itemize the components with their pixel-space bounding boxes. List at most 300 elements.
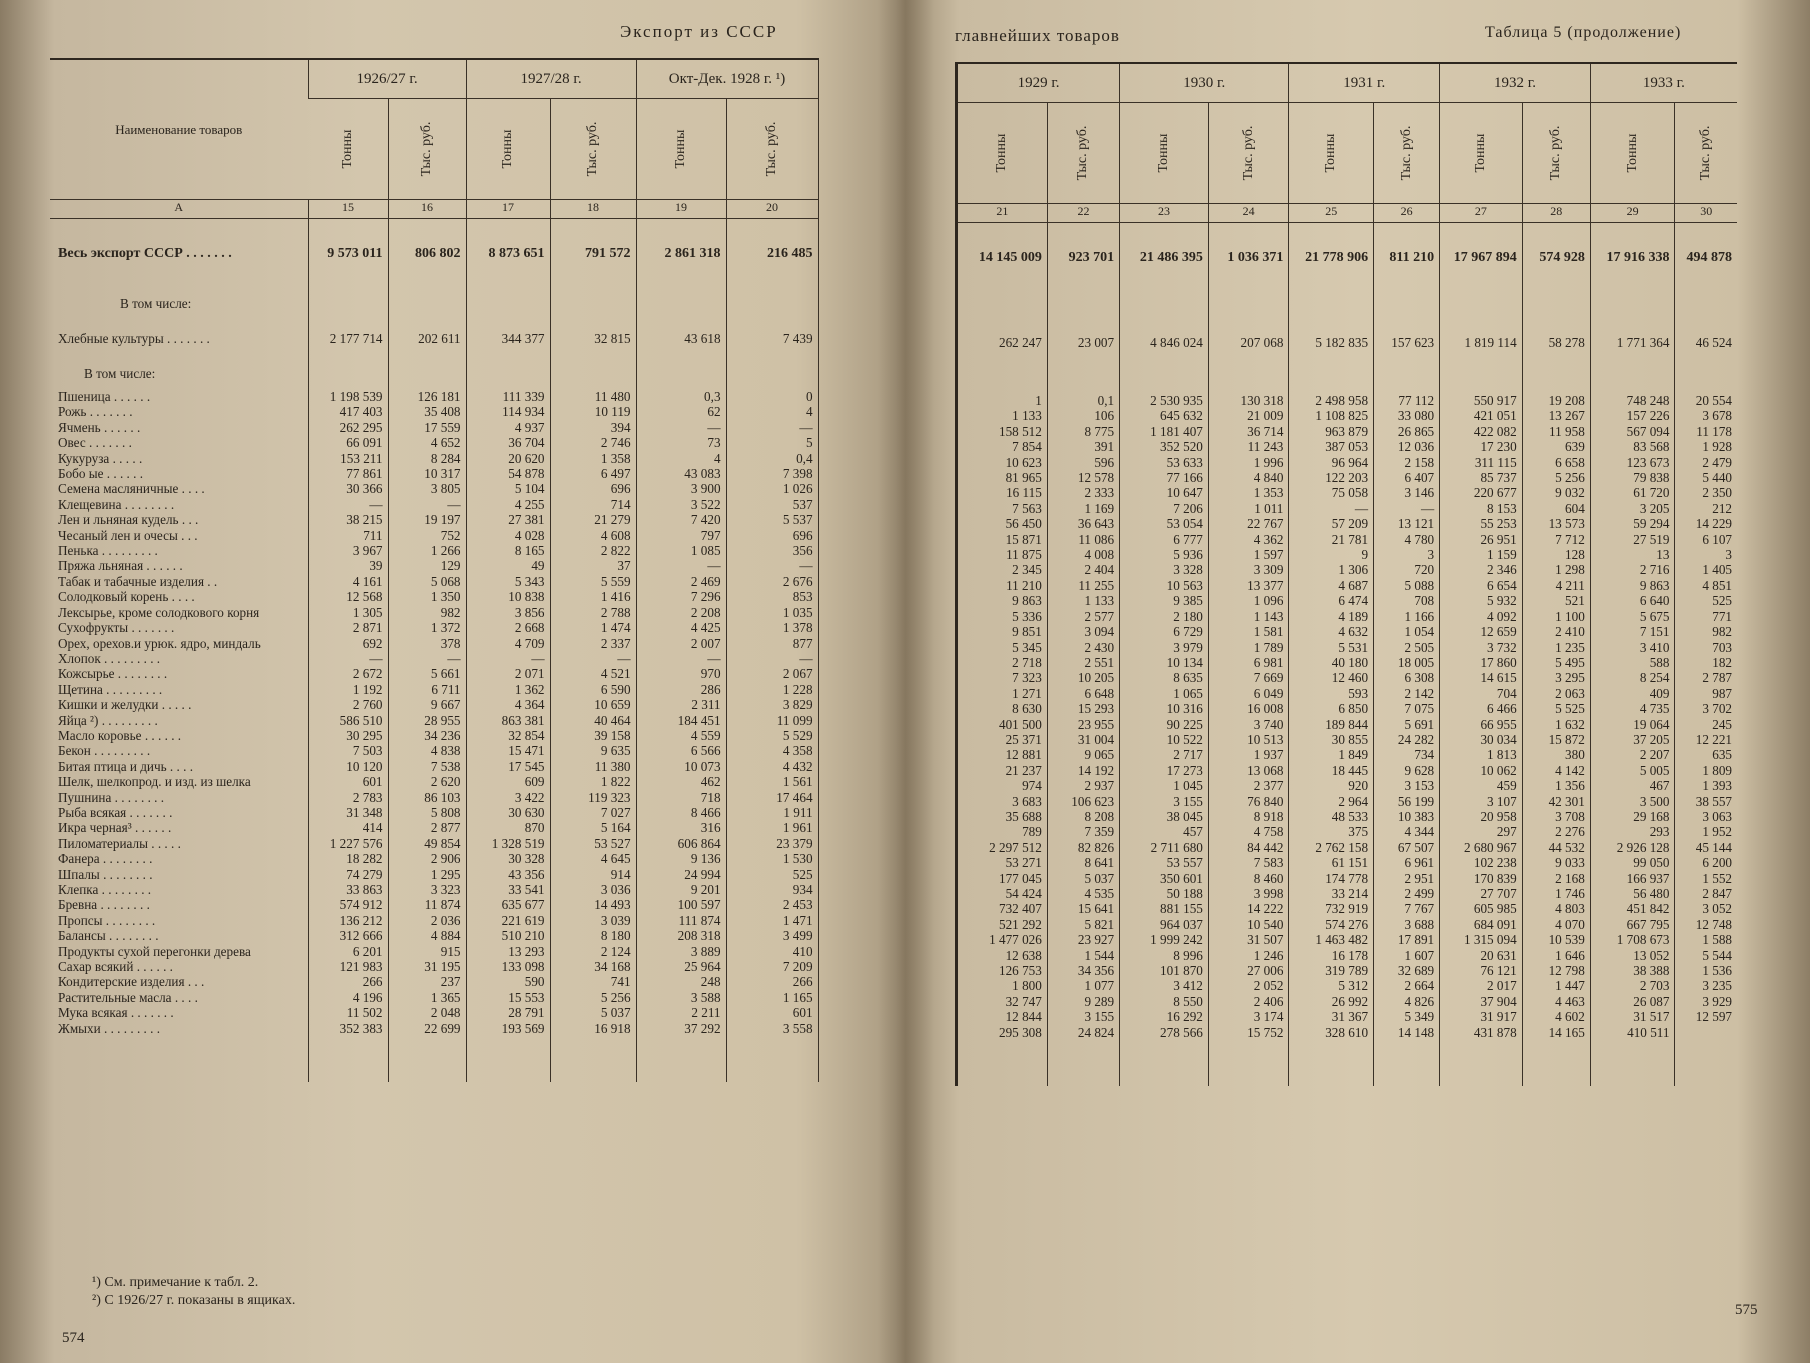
cell [957, 293, 1048, 323]
cell: 457 [1120, 824, 1209, 839]
cell: 391 [1047, 439, 1119, 454]
cell: 23 955 [1047, 717, 1119, 732]
commodity-name: Чесаный лен и очесы . . . [58, 527, 198, 543]
table-row [957, 794, 1738, 809]
cell: 7 669 [1208, 670, 1289, 685]
cell: 26 951 [1440, 532, 1523, 547]
table-row [957, 408, 1738, 423]
table-row [50, 435, 818, 450]
table-row [957, 516, 1738, 531]
cell: 1 632 [1522, 717, 1590, 732]
cell: 2 505 [1374, 640, 1440, 655]
cell [1208, 1040, 1289, 1086]
cell: 417 403 [308, 404, 388, 419]
cell: 28 955 [388, 713, 466, 728]
cell: 356 [726, 543, 818, 558]
table-row [957, 655, 1738, 670]
cell: 387 053 [1289, 439, 1374, 454]
cell: 1 961 [726, 820, 818, 835]
cell [1374, 1040, 1440, 1086]
cell: 2 469 [636, 574, 726, 589]
cell: 4 846 024 [1120, 323, 1209, 363]
cell: 84 442 [1208, 840, 1289, 855]
cell: 16 292 [1120, 1009, 1209, 1024]
cell: — [1374, 501, 1440, 516]
cell: 12 036 [1374, 439, 1440, 454]
cell: 1 246 [1208, 948, 1289, 963]
cell: 1 011 [1208, 501, 1289, 516]
cell: 5 691 [1374, 717, 1440, 732]
cell: 4 758 [1208, 824, 1289, 839]
cell: 1 746 [1522, 886, 1590, 901]
column-number: 29 [1590, 204, 1675, 223]
cell: 409 [1590, 686, 1675, 701]
cell: 0,1 [1047, 393, 1119, 408]
cell: 12 881 [957, 747, 1048, 762]
cell: 4 838 [388, 743, 466, 758]
cell: 1 305 [308, 605, 388, 620]
cell: 4 070 [1522, 917, 1590, 932]
cell: 0,4 [726, 451, 818, 466]
cell: 5 068 [388, 574, 466, 589]
table-row [50, 790, 818, 805]
cell: 596 [1047, 455, 1119, 470]
table-row [957, 578, 1738, 593]
cell: 53 527 [550, 836, 636, 851]
cell: 10 120 [308, 759, 388, 774]
cell: 37 904 [1440, 994, 1523, 1009]
cell: 182 [1675, 655, 1737, 670]
cell: 5 529 [726, 728, 818, 743]
cell: 635 677 [466, 897, 550, 912]
cell: 184 451 [636, 713, 726, 728]
cell: 1 358 [550, 451, 636, 466]
table-row [957, 1009, 1738, 1024]
cell: 3 979 [1120, 640, 1209, 655]
commodity-name: Орех, орехов.и урюк. ядро, миндаль [58, 635, 261, 651]
cell: 734 [1374, 747, 1440, 762]
cell: 38 388 [1590, 963, 1675, 978]
cell: 350 601 [1120, 871, 1209, 886]
table-row [957, 932, 1738, 947]
cell: 30 855 [1289, 732, 1374, 747]
cell: 16 008 [1208, 701, 1289, 716]
cell: 2 551 [1047, 655, 1119, 670]
cell: 2 067 [726, 666, 818, 681]
cell: 3 [1675, 547, 1737, 562]
cell: 16 115 [957, 485, 1048, 500]
cell: 21 009 [1208, 408, 1289, 423]
cell: 202 611 [388, 319, 466, 359]
cell: 6 654 [1440, 578, 1523, 593]
cell [1440, 293, 1523, 323]
cell: 963 879 [1289, 424, 1374, 439]
cell: 101 870 [1120, 963, 1209, 978]
cell [1289, 363, 1374, 393]
cell: 35 688 [957, 809, 1048, 824]
cell: 7 583 [1208, 855, 1289, 870]
commodity-name: Семена масляничные . . . . [58, 481, 205, 497]
cell: 4 189 [1289, 609, 1374, 624]
cell: 1 646 [1522, 948, 1590, 963]
cell: 4 432 [726, 759, 818, 774]
cell: 3 039 [550, 913, 636, 928]
cell: — [1289, 501, 1374, 516]
cell: 5 808 [388, 805, 466, 820]
cell: 3 235 [1675, 978, 1737, 993]
cell: 914 [550, 867, 636, 882]
cell: 8 641 [1047, 855, 1119, 870]
cell: 1 036 371 [1208, 223, 1289, 294]
cell: 3 732 [1440, 640, 1523, 655]
table-row [50, 974, 818, 989]
cell: 14 222 [1208, 901, 1289, 916]
cell: 76 840 [1208, 794, 1289, 809]
cell: 2 036 [388, 913, 466, 928]
cell: 2 404 [1047, 562, 1119, 577]
cell: 24 994 [636, 867, 726, 882]
rubles-header: Тыс. руб. [419, 121, 434, 177]
cell: 3 900 [636, 481, 726, 496]
cell: 863 381 [466, 713, 550, 728]
cell: 4 803 [1522, 901, 1590, 916]
cell: 216 485 [726, 219, 818, 290]
cell: 6 981 [1208, 655, 1289, 670]
column-number: 16 [388, 200, 466, 219]
cell: 49 854 [388, 836, 466, 851]
table-row [957, 824, 1738, 839]
rubles-header: Тыс. руб. [764, 121, 780, 177]
cell: 2 430 [1047, 640, 1119, 655]
cell: 10 513 [1208, 732, 1289, 747]
cell: 853 [726, 589, 818, 604]
table-row [50, 805, 818, 820]
cell: 133 098 [466, 959, 550, 974]
cell: 20 620 [466, 451, 550, 466]
cell: 157 623 [1374, 323, 1440, 363]
cell: 207 068 [1208, 323, 1289, 363]
cell: 8 635 [1120, 670, 1209, 685]
cell: 26 865 [1374, 424, 1440, 439]
commodity-name: Бревна . . . . . . . . [58, 897, 150, 913]
cell: 970 [636, 666, 726, 681]
cell: 23 379 [726, 836, 818, 851]
cell: 12 659 [1440, 624, 1523, 639]
cell: 8 284 [388, 451, 466, 466]
cell: 114 934 [466, 404, 550, 419]
cell: 732 407 [957, 901, 1048, 916]
cell: 81 965 [957, 470, 1048, 485]
cell: 15 553 [466, 990, 550, 1005]
cell: 421 051 [1440, 408, 1523, 423]
cell: 4 364 [466, 697, 550, 712]
cell: 11 099 [726, 713, 818, 728]
cell: 9 033 [1522, 855, 1590, 870]
cell: 24 282 [1374, 732, 1440, 747]
cell: 33 541 [466, 882, 550, 897]
cell: 45 144 [1675, 840, 1737, 855]
cell: 1 999 242 [1120, 932, 1209, 947]
cell: 2 760 [308, 697, 388, 712]
cell: 8 775 [1047, 424, 1119, 439]
cell: 10 383 [1374, 809, 1440, 824]
cell: 708 [1374, 593, 1440, 608]
cell: 1 928 [1675, 439, 1737, 454]
cell: 3 522 [636, 497, 726, 512]
cell: 789 [957, 824, 1048, 839]
cell [1047, 363, 1119, 393]
cell: 11 958 [1522, 424, 1590, 439]
table-row [957, 978, 1738, 993]
cell: 1 227 576 [308, 836, 388, 851]
cell: 1 228 [726, 682, 818, 697]
cell: 2 577 [1047, 609, 1119, 624]
cell: 6 466 [1440, 701, 1523, 716]
cell: 601 [308, 774, 388, 789]
cell: 9 201 [636, 882, 726, 897]
cell: 3 107 [1440, 794, 1523, 809]
cell: 4 602 [1522, 1009, 1590, 1024]
commodity-name: Бобо ые . . . . . . [58, 466, 144, 482]
cell: 1 813 [1440, 747, 1523, 762]
cell: 6 590 [550, 682, 636, 697]
commodity-name: Кондитерские изделия . . . [58, 974, 205, 990]
cell: 90 225 [1120, 717, 1209, 732]
cell: 2 711 680 [1120, 840, 1209, 855]
tonnes-header: Тонны [1624, 133, 1640, 173]
cell: 11 480 [550, 389, 636, 404]
cell: 692 [308, 636, 388, 651]
cell: 31 917 [1440, 1009, 1523, 1024]
cell: 344 377 [466, 319, 550, 359]
including-label: В том числе: [120, 296, 192, 312]
cell: 4 559 [636, 728, 726, 743]
cell: 1 235 [1522, 640, 1590, 655]
cell: 16 918 [550, 1021, 636, 1036]
cell: 1 561 [726, 774, 818, 789]
cell: 1 198 539 [308, 389, 388, 404]
tonnes-header: Тонны [1156, 133, 1171, 173]
table-row [957, 424, 1738, 439]
commodity-name: Кожсырье . . . . . . . . [58, 666, 168, 682]
cell: 2 703 [1590, 978, 1675, 993]
cell: 1 143 [1208, 609, 1289, 624]
commodity-name: Ячмень . . . . . . [58, 419, 141, 435]
cell: 3 688 [1374, 917, 1440, 932]
cell: 177 045 [957, 871, 1048, 886]
cell [1289, 293, 1374, 323]
cell: 1 471 [726, 913, 818, 928]
cell: 574 276 [1289, 917, 1374, 932]
cell: 212 [1675, 501, 1737, 516]
cell: 8 460 [1208, 871, 1289, 886]
cell: 2 877 [388, 820, 466, 835]
cell: 5 256 [1522, 470, 1590, 485]
cell: 32 689 [1374, 963, 1440, 978]
column-number: 20 [726, 200, 818, 219]
cell: 22 767 [1208, 516, 1289, 531]
cell: 4 028 [466, 528, 550, 543]
running-head-left: Экспорт из СССР [620, 22, 778, 41]
cell: 7 206 [1120, 501, 1209, 516]
cell: 3 153 [1374, 778, 1440, 793]
cell: 36 643 [1047, 516, 1119, 531]
table-row [957, 547, 1738, 562]
cell: 13 267 [1522, 408, 1590, 423]
cell: 410 [726, 944, 818, 959]
cell: 15 471 [466, 743, 550, 758]
table-row [957, 593, 1738, 608]
commodity-name: Пшеница . . . . . . [58, 389, 151, 404]
cell: 4 826 [1374, 994, 1440, 1009]
cell: 3 422 [466, 790, 550, 805]
cell: 35 408 [388, 404, 466, 419]
cell: 3 309 [1208, 562, 1289, 577]
cell: 4 362 [1208, 532, 1289, 547]
cell: 17 967 894 [1440, 223, 1523, 294]
table-row [50, 1005, 818, 1020]
cell: 13 293 [466, 944, 550, 959]
cell: 61 720 [1590, 485, 1675, 500]
cell: 2 333 [1047, 485, 1119, 500]
commodity-name: Сахар всякий . . . . . . [58, 959, 173, 975]
cell: 714 [550, 497, 636, 512]
cell: 2 937 [1047, 778, 1119, 793]
cell [957, 363, 1048, 393]
cell: 4 344 [1374, 824, 1440, 839]
cell: 1 771 364 [1590, 323, 1675, 363]
year-header: 1931 г. [1289, 63, 1440, 103]
cell: 4 211 [1522, 578, 1590, 593]
cell: 5 559 [550, 574, 636, 589]
cell [1289, 1040, 1374, 1086]
cell: 8 630 [957, 701, 1048, 716]
cell: 53 557 [1120, 855, 1209, 870]
cell: 586 510 [308, 713, 388, 728]
cell: 494 878 [1675, 223, 1737, 294]
cell: 2 297 512 [957, 840, 1048, 855]
cell: 567 094 [1590, 424, 1675, 439]
cell: 3 174 [1208, 1009, 1289, 1024]
cell: 33 080 [1374, 408, 1440, 423]
cell: 13 377 [1208, 578, 1289, 593]
cell: — [636, 651, 726, 666]
cell: 67 507 [1374, 840, 1440, 855]
rubles-header: Тыс. руб. [1075, 125, 1091, 181]
cell: 593 [1289, 686, 1374, 701]
cell: 16 178 [1289, 948, 1374, 963]
total-label: Весь экспорт СССР . . . . . . . [58, 246, 232, 262]
commodity-name: Балансы . . . . . . . . [58, 928, 159, 944]
cell: 604 [1522, 501, 1590, 516]
cell: 77 112 [1374, 393, 1440, 408]
table-row [50, 774, 818, 789]
cell: 27 381 [466, 512, 550, 527]
cell [1675, 293, 1737, 323]
cell: 34 236 [388, 728, 466, 743]
cell: 11 502 [308, 1005, 388, 1020]
cell: 266 [308, 974, 388, 989]
commodity-name: Фанера . . . . . . . . [58, 851, 153, 867]
cell: 4 632 [1289, 624, 1374, 639]
cell: 3 967 [308, 543, 388, 558]
cell: 43 083 [636, 466, 726, 481]
cell: 15 871 [957, 532, 1048, 547]
cell: 99 050 [1590, 855, 1675, 870]
cell: 19 064 [1590, 717, 1675, 732]
table-row [957, 455, 1738, 470]
table-row [50, 990, 818, 1005]
cell: 1 166 [1374, 609, 1440, 624]
cell: 136 212 [308, 913, 388, 928]
cell: 1 800 [957, 978, 1048, 993]
cell [1440, 363, 1523, 393]
cell: 1 054 [1374, 624, 1440, 639]
cell: 525 [1675, 593, 1737, 608]
cell: 8 996 [1120, 948, 1209, 963]
cell: 38 045 [1120, 809, 1209, 824]
commodity-name: Пряжа льняная . . . . . . [58, 558, 183, 574]
cell: 2 762 158 [1289, 840, 1374, 855]
cell: 1 477 026 [957, 932, 1048, 947]
cell: 2 926 128 [1590, 840, 1675, 855]
cell: 54 878 [466, 466, 550, 481]
table-row [957, 747, 1738, 762]
cell: 49 [466, 558, 550, 573]
cell: 66 955 [1440, 717, 1523, 732]
cell [1590, 1040, 1675, 1086]
cell: 130 318 [1208, 393, 1289, 408]
table-row [50, 697, 818, 712]
table-row [50, 404, 818, 419]
year-header: 1930 г. [1120, 63, 1289, 103]
cell: 21 781 [1289, 532, 1374, 547]
cell: 14 192 [1047, 763, 1119, 778]
cell: 262 247 [957, 323, 1048, 363]
column-letter: А [50, 200, 308, 219]
cell: 12 460 [1289, 670, 1374, 685]
cell: 3 678 [1675, 408, 1737, 423]
table-row [957, 393, 1738, 408]
commodity-name: Шелк, шелкопрод. и изд. из шелка [58, 774, 251, 790]
cell: 10 134 [1120, 655, 1209, 670]
cell: 2 718 [957, 655, 1048, 670]
cell: 3 295 [1522, 670, 1590, 685]
cell: 27 519 [1590, 532, 1675, 547]
cell: 982 [388, 605, 466, 620]
cell: 312 666 [308, 928, 388, 943]
cell: 5 037 [550, 1005, 636, 1020]
cell: 9 667 [388, 697, 466, 712]
cell: 422 082 [1440, 424, 1523, 439]
grain-row [957, 323, 1738, 363]
cell: 881 155 [1120, 901, 1209, 916]
column-number: 30 [1675, 204, 1737, 223]
cell: 10 623 [957, 455, 1048, 470]
cell: 77 861 [308, 466, 388, 481]
cell: 11 255 [1047, 578, 1119, 593]
cell: 4 884 [388, 928, 466, 943]
cell: 2 207 [1590, 747, 1675, 762]
cell: 57 209 [1289, 516, 1374, 531]
cell: 11 874 [388, 897, 466, 912]
cell: 718 [636, 790, 726, 805]
cell: 3 683 [957, 794, 1048, 809]
cell: 21 778 906 [1289, 223, 1374, 294]
table-row [50, 481, 818, 496]
cell: 2 861 318 [636, 219, 726, 290]
cell: 19 197 [388, 512, 466, 527]
